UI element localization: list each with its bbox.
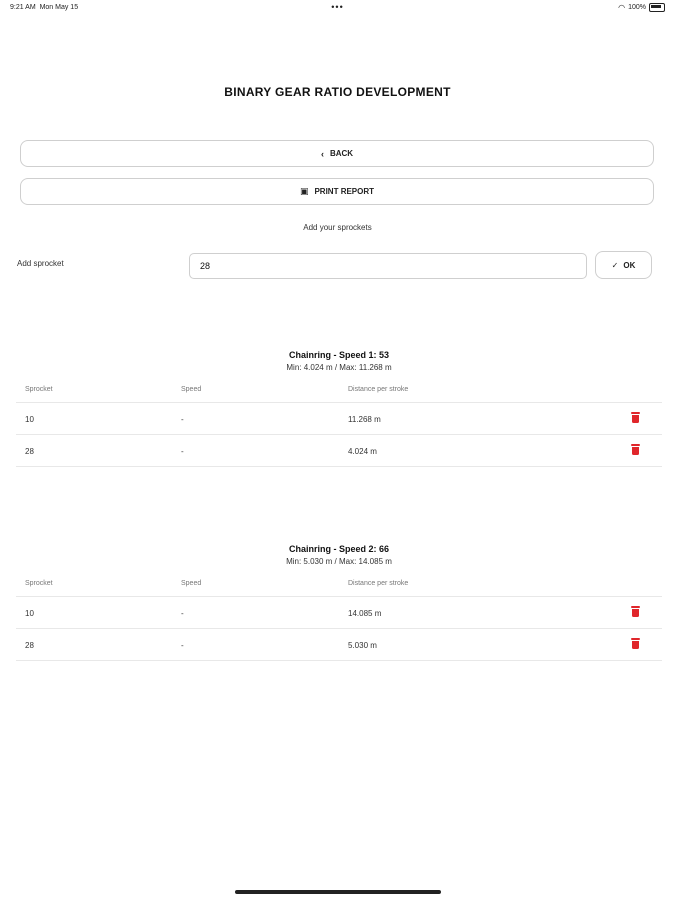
section-title: Chainring - Speed 2: 66 [288,544,390,554]
cell-speed: - [181,609,184,618]
ok-button-label: OK [623,260,636,270]
print-report-label: PRINT REPORT [314,187,375,196]
table-row [16,628,662,661]
chainring-section-1 [16,350,662,467]
home-indicator[interactable] [235,890,441,894]
cell-sprocket: 28 [25,641,34,650]
cell-sprocket: 28 [25,447,34,456]
cell-distance: 5.030 m [348,641,377,650]
back-button[interactable] [20,140,654,167]
section-min-max: Min: 5.030 m / Max: 14.085 m [286,557,392,566]
table-row [16,402,662,434]
multitasking-dots[interactable]: ••• [331,2,344,12]
status-right [618,3,665,12]
section-min-max: Min: 4.024 m / Max: 11.268 m [286,363,392,372]
wifi-icon: ◠ [618,3,626,12]
table-header [16,380,662,402]
cell-speed: - [181,415,184,424]
col-speed: Speed [181,580,202,587]
table-row [16,434,662,467]
page-title: BINARY GEAR RATIO DEVELOPMENT [224,85,451,99]
add-sprocket-input[interactable]: 28 [189,253,587,279]
print-report-button[interactable] [20,178,654,205]
trash-icon[interactable] [631,444,640,455]
section-title: Chainring - Speed 1: 53 [288,350,390,360]
battery-percent: 100% [628,4,646,11]
col-distance: Distance per stroke [348,580,409,587]
checkmark-icon: ✓ [611,260,619,270]
col-distance: Distance per stroke [348,386,409,393]
cell-speed: - [181,641,184,650]
table-row [16,596,662,628]
cell-distance: 11.268 m [348,415,381,424]
chainring-section-2 [16,544,662,661]
cell-sprocket: 10 [25,415,34,424]
cell-sprocket: 10 [25,609,34,618]
back-button-label: BACK [329,149,354,158]
chevron-left-icon: ‹ [320,148,324,159]
add-sprocket-label: Add sprocket [17,259,64,268]
battery-icon [649,3,665,12]
trash-icon[interactable] [631,412,640,423]
cell-speed: - [181,447,184,456]
status-bar [0,0,675,18]
cell-distance: 14.085 m [348,609,382,618]
ok-button[interactable] [595,251,652,279]
col-sprocket: Sprocket [25,580,53,587]
col-sprocket: Sprocket [25,386,53,393]
printer-icon: ▣ [299,186,309,196]
trash-icon[interactable] [631,606,640,617]
trash-icon[interactable] [631,638,640,649]
col-speed: Speed [181,386,202,393]
table-header [16,574,662,596]
cell-distance: 4.024 m [348,447,377,456]
add-sprockets-hint: Add your sprockets [303,223,372,232]
status-time: 9:21 AM Mon May 15 [10,4,79,11]
